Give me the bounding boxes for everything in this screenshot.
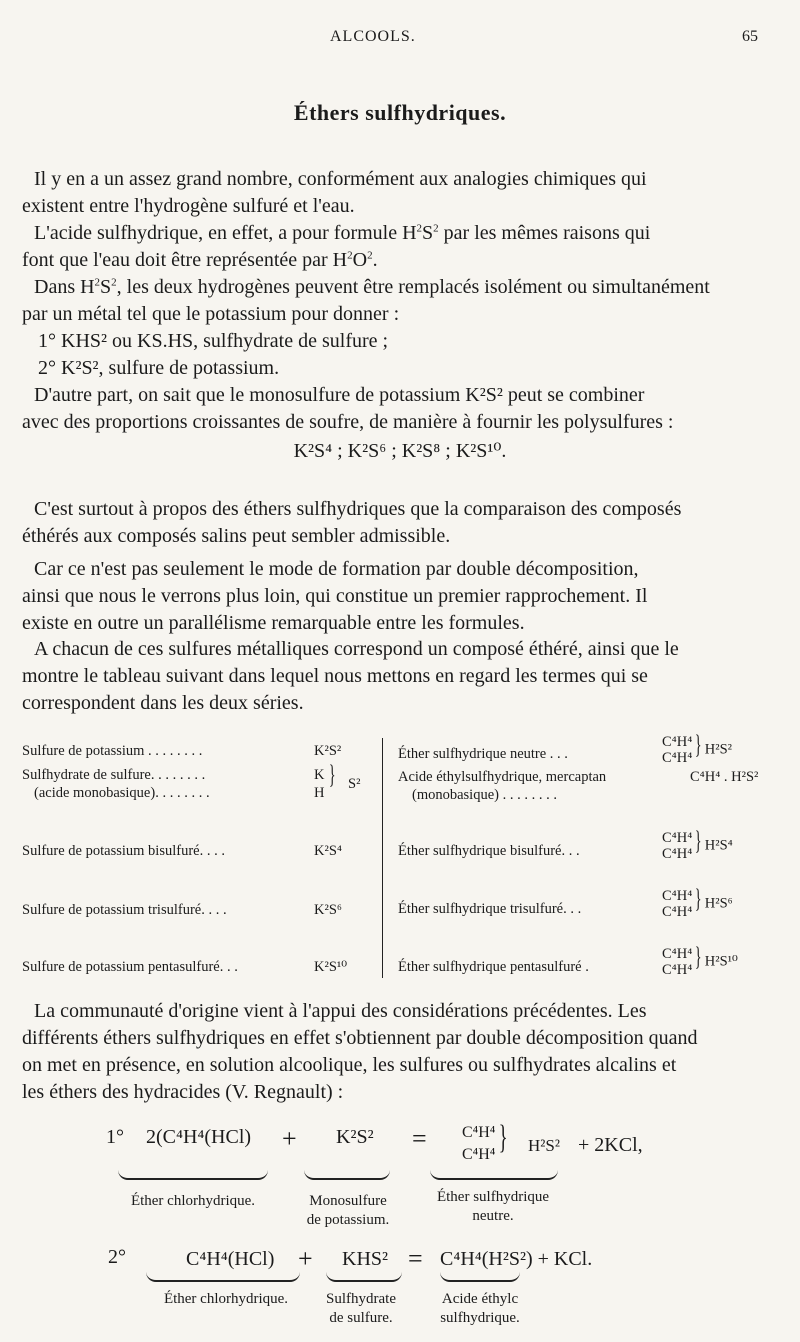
underbrace-icon — [304, 1170, 390, 1180]
eq2-label-1: Éther chlorhydrique. — [163, 1291, 289, 1307]
underbrace-icon — [146, 1272, 300, 1282]
eq1-equals: = — [412, 1124, 427, 1153]
list-item-2: 2° K²S², sulfure de potassium. — [38, 357, 280, 379]
table-left-name-2: Sulfhydrate de sulfure. . . . . . . . — [22, 767, 206, 783]
table-left-name-2b: (acide monobasique). . . . . . . . — [34, 785, 210, 801]
eq1-label-3: Éther sulfhydrique neutre. — [436, 1189, 550, 1224]
table-left-formula-4: K²S⁶ — [314, 902, 342, 918]
running-header — [0, 28, 800, 52]
polysulfides-formula: K²S⁴ ; K²S⁶ ; K²S⁸ ; K²S¹⁰. — [293, 440, 507, 462]
brace-icon: } — [328, 760, 336, 789]
eq2-product: C⁴H⁴(H²S²) + KCl. — [440, 1248, 593, 1270]
table-left-formula-1: K²S² — [314, 743, 342, 759]
table-right-name-2: Acide éthylsulfhydrique, mercaptan — [398, 769, 607, 785]
eq1-acid: H²S² — [528, 1136, 560, 1155]
table-left-name-4: Sulfure de potassium trisulfuré. . . . — [22, 902, 227, 918]
paragraph-4: D'autre part, on sait que le monosulfure de potassium K²S² peut se combiner avec des proportions croissantes de soufre, de manière à fournir les polysulfures : — [22, 384, 674, 433]
table-right-formula-2: C⁴H⁴ . H²S² — [690, 769, 759, 785]
underbrace-icon — [430, 1170, 558, 1180]
table-right-name-3: Éther sulfhydrique bisulfuré. . . — [398, 843, 580, 859]
table-right-name-1: Éther sulfhydrique neutre . . . — [398, 746, 568, 762]
eq1-product: C⁴H⁴ C⁴H⁴ } — [462, 1118, 509, 1163]
table-right-name-2b: (monobasique) . . . . . . . . — [412, 787, 557, 803]
underbrace-icon — [440, 1272, 520, 1282]
table-right-name-4: Éther sulfhydrique trisulfuré. . . — [398, 901, 582, 917]
underbrace-icon — [326, 1272, 402, 1282]
eq2-number: 2° — [108, 1246, 126, 1268]
table-left-formula-3: K²S⁴ — [314, 843, 342, 859]
eq2-equals: = — [408, 1244, 423, 1273]
eq1-rest: + 2KCl, — [578, 1134, 643, 1156]
paragraph-2: L'acide sulfhydrique, en effet, a pour formule $H^2S^2$ par les mêmes raisons qui font que l'eau doit être représentée par $H^2O^2$. — [22, 222, 651, 271]
eq1-number: 1° — [106, 1126, 124, 1148]
table-left-formula-2a: K — [314, 767, 325, 783]
eq1-label-2: Monosulfure de potassium. — [306, 1193, 390, 1228]
radical-stack-4: C⁴H⁴ C⁴H⁴ } H²S⁶ — [662, 884, 733, 920]
list-item-1: 1° KHS² ou KS.HS, sulfhydrate de sulfure ; — [38, 330, 389, 352]
eq2-term2: KHS² — [342, 1248, 389, 1270]
eq2-plus: + — [298, 1244, 313, 1273]
table-left-formula-2b: H — [314, 785, 325, 801]
eq2-term1: C⁴H⁴(HCl) — [186, 1248, 275, 1270]
table-left-formula-5: K²S¹⁰ — [314, 959, 348, 975]
table-left-formula-2c: S² — [348, 776, 361, 792]
header-title: ALCOOLS. — [330, 28, 416, 45]
underbrace-icon — [118, 1170, 268, 1180]
eq1-label-1: Éther chlorhydrique. — [130, 1193, 256, 1209]
eq2-label-2: Sulfhydrate de sulfure. — [326, 1291, 396, 1326]
radical-stack-3: C⁴H⁴ C⁴H⁴ } H²S⁴ — [662, 826, 733, 862]
table-left-name-1: Sulfure de potassium . . . . . . . . — [22, 743, 203, 759]
eq1-term1: 2(C⁴H⁴(HCl) — [146, 1126, 252, 1148]
radical-stack-5: C⁴H⁴ C⁴H⁴ } H²S¹⁰ — [662, 942, 738, 978]
eq2-label-3: Acide éthylc sulfhydrique. — [440, 1291, 520, 1326]
paragraph-8: La communauté d'origine vient à l'appui des considérations précédentes. Les différents éthers sulfhydriques en effet s'obtiennent par double décomposition quand on met en présence, en solution alcoolique, les sulfures ou sulfhydrates alcalins et les éthers des hydracides (V. Regnault) : — [22, 1000, 698, 1103]
paragraph-7: A chacun de ces sulfures métalliques correspond un composé éthéré, ainsi que le montre le tableau suivant dans lequel nous mettons en regard les termes qui se correspondent dans les deux séries. — [22, 638, 679, 714]
table-left-name-3: Sulfure de potassium bisulfuré. . . . — [22, 843, 225, 859]
section-title: Éthers sulfhydriques. — [293, 100, 507, 125]
table-right-name-5: Éther sulfhydrique pentasulfuré . — [398, 959, 589, 975]
table-left-name-5: Sulfure de potassium pentasulfuré. . . — [22, 959, 238, 975]
paragraph-5: C'est surtout à propos des éthers sulfhydriques que la comparaison des composés éthérés aux composés salins peut sembler admissible. — [22, 498, 682, 547]
paragraph-1: Il y en a un assez grand nombre, conformément aux analogies chimiques qui existent entre l'hydrogène sulfuré et l'eau. — [22, 168, 647, 217]
page-number: 65 — [742, 28, 758, 45]
paragraph-3: Dans $H^2S^2$, les deux hydrogènes peuvent être remplacés isolément ou simultanément par un métal tel que le potassium pour donner : — [22, 276, 710, 325]
radical-stack-1: C⁴H⁴ C⁴H⁴ } H²S² — [662, 730, 732, 766]
table-divider — [382, 738, 383, 978]
eq1-plus: + — [282, 1124, 297, 1153]
paragraph-6: Car ce n'est pas seulement le mode de formation par double décomposition, ainsi que nous le verrons plus loin, qui constitue un premier rapprochement. Il existe en outre un parallélisme remarquable entre les formules. — [22, 558, 648, 634]
eq1-term2: K²S² — [336, 1126, 374, 1148]
